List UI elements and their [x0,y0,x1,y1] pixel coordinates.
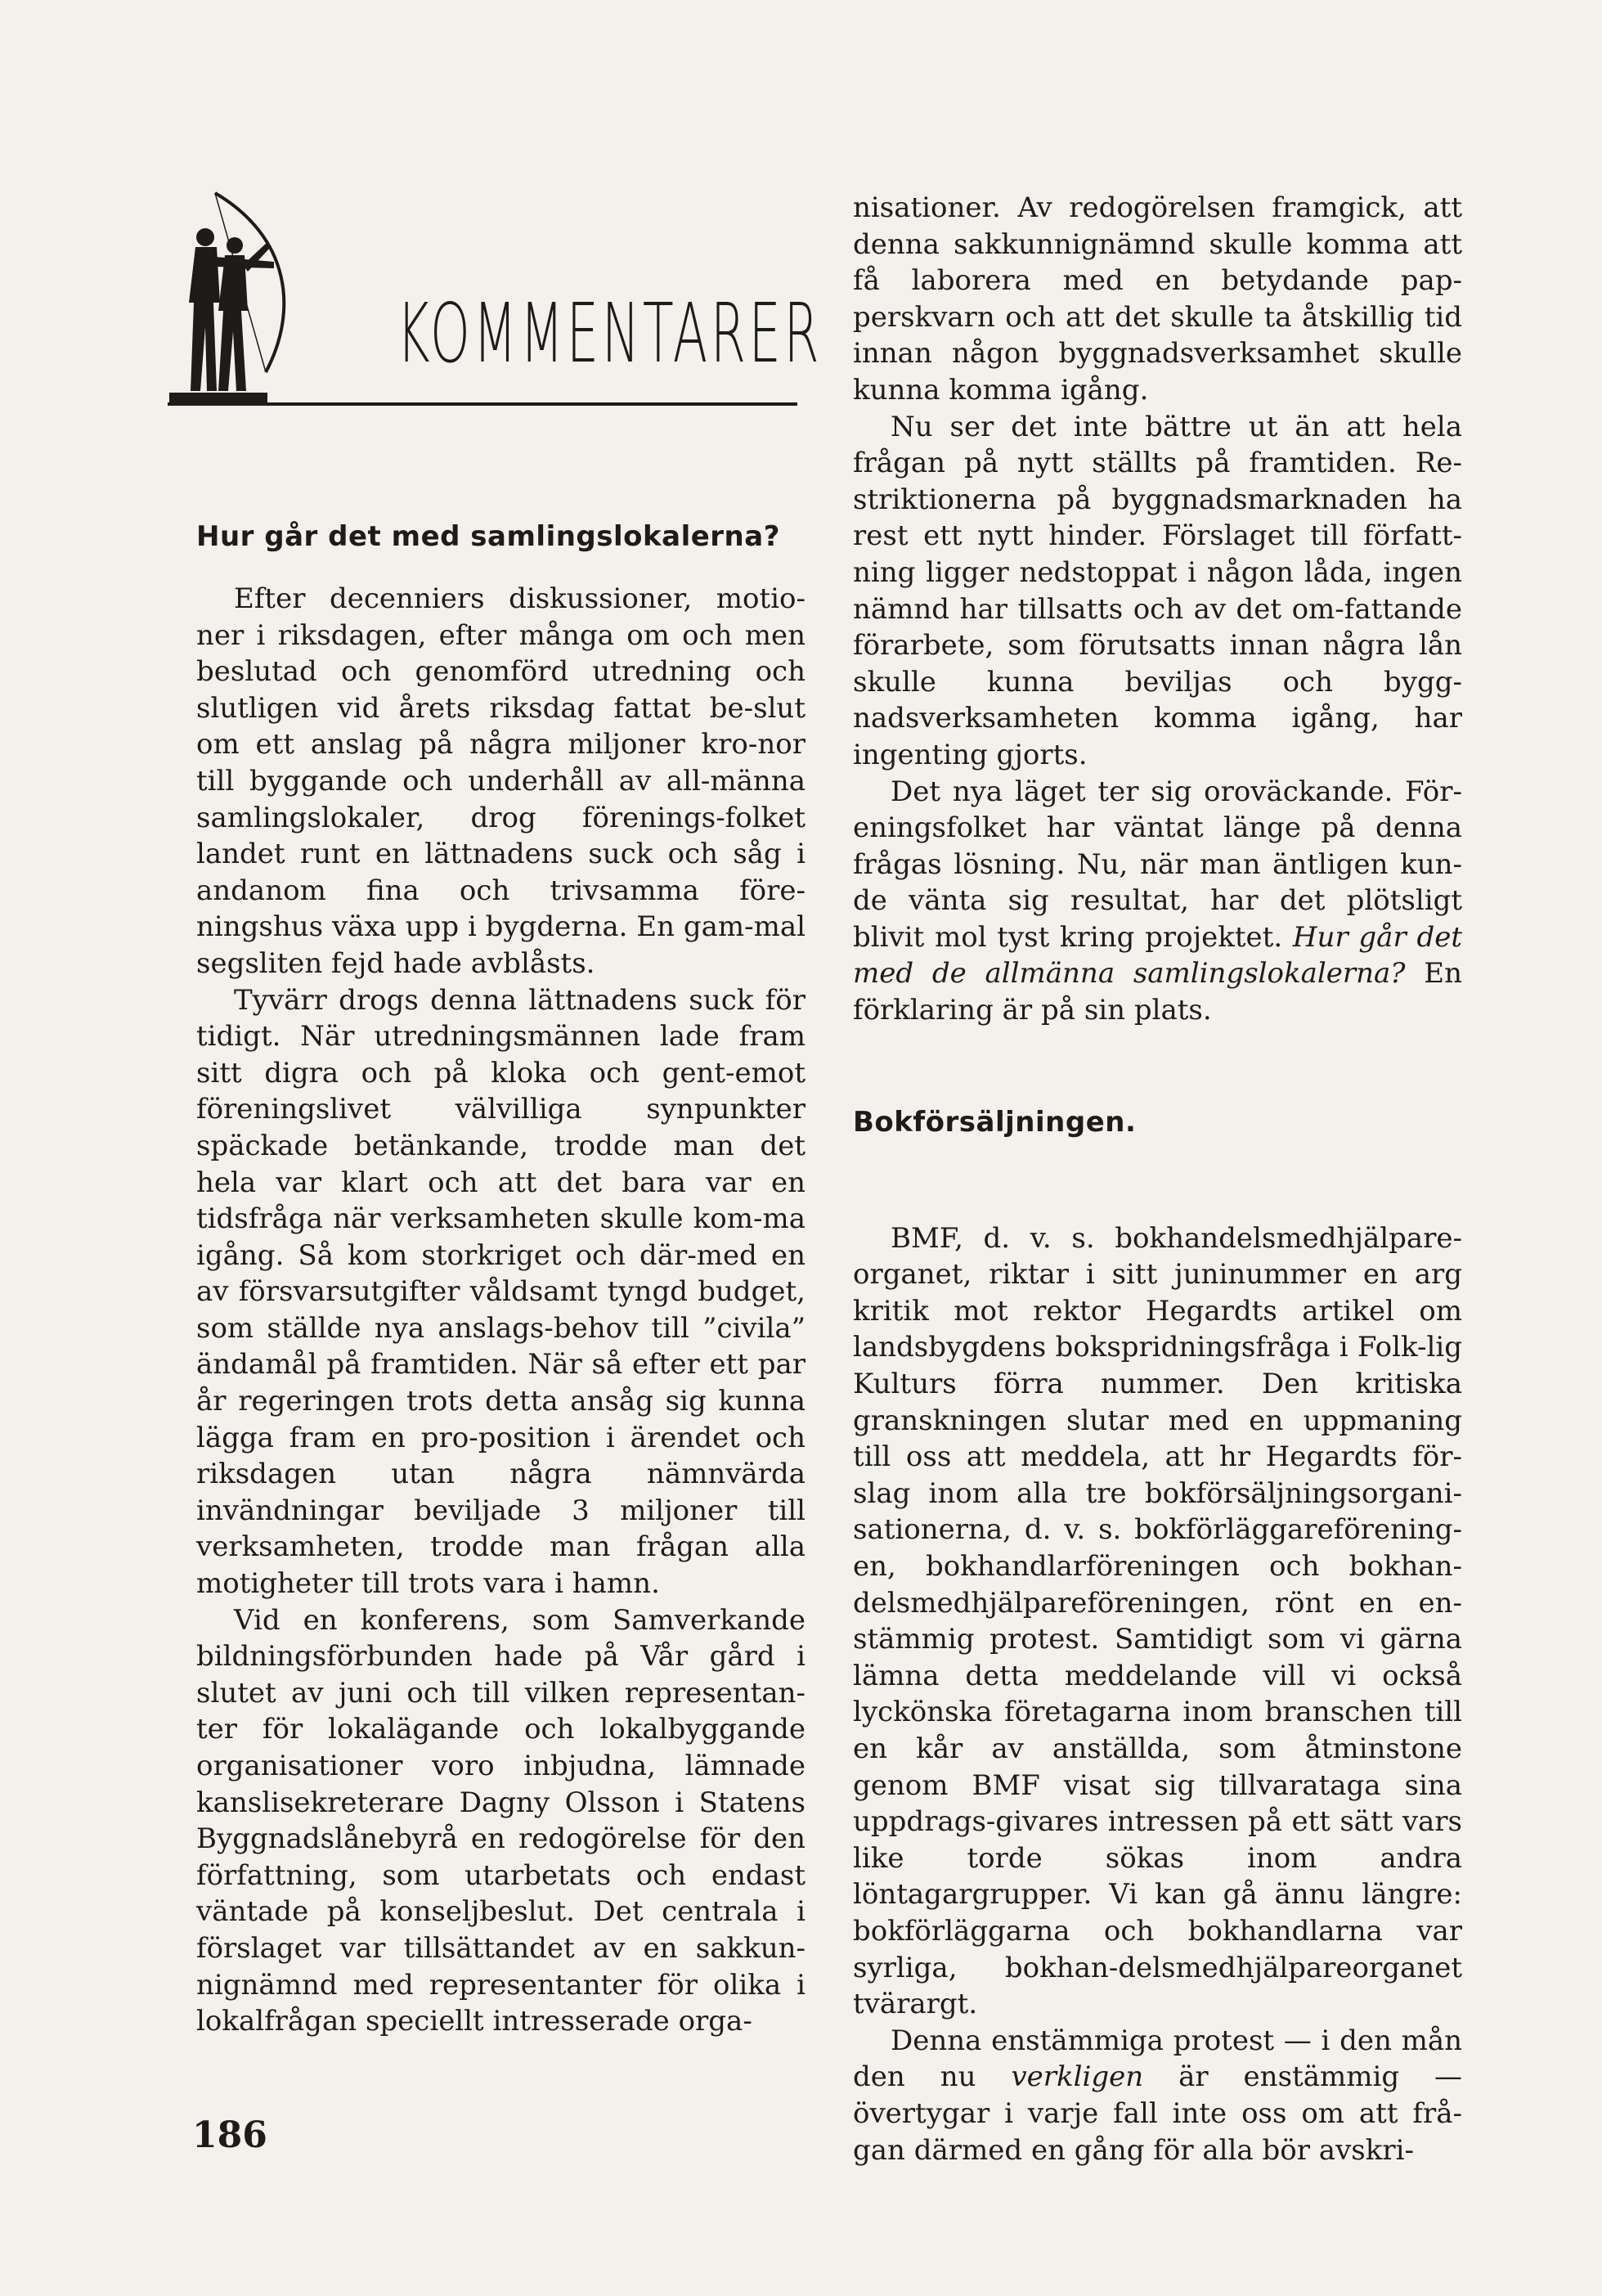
paragraph: nisationer. Av redogörelsen framgick, att denna sakkunnignämnd skulle komma att få laborera med en betydande pap-perskvarn och att det skulle ta åtskillig tid innan någon byggnadsverksamhet skulle kunna komma igång. [853,191,1462,407]
section-header [168,188,823,409]
paragraph: Tyvärr drogs denna lättnadens suck för tidigt. När utredningsmännen lade fram sitt digra och på kloka och gent-emot föreningslivet välvilliga synpunkter späckade betänkande, trodde man det hela var klart och att det bara var en tidsfråga när verksamheten skulle kom-ma igång. Så kom storkriget och där-med en av försvarsutgifter våldsamt tyngd budget, som ställde nya anslags-behov till ”civila” ändamål på framtiden. När så efter ett par år regeringen trots detta ansåg sig kunna lägga fram en pro-position i ärendet och riksdagen utan några nämnvärda invändningar beviljade 3 miljoner till verksamheten, trodde man frågan alla motigheter till trots vara i hamn. [196,983,805,1601]
paragraph [853,774,1462,1029]
header-title: KOMMENTARER [397,285,823,381]
italic-question: Hur går det med de allmänna samlingslokalerna? [853,920,1462,991]
paragraph-text: Det nya läget ter sig oroväckande. För-eningsfolket har väntat länge på denna frågas lösning. Nu, när man äntligen kun-de vänta sig resultat, har det plötsligt blivit mol tyst kring projektet. [853,775,1462,954]
paragraph [853,2023,1462,2168]
column-left [196,581,805,2040]
archer-statue-icon [168,188,380,409]
paragraph: Efter decenniers diskussioner, motio-ner i riksdagen, efter många om och men beslutad och genomförd utredning och slutligen vid årets riksdag fattat be-slut om ett anslag på några miljoner kro-nor till byggande och underhåll av all-männa samlingslokaler, drog förenings-folket landet runt en lättnadens suck och såg i andanom fina och trivsamma före-ningshus växa upp i bygderna. En gam-mal segsliten fejd hade avblåsts. [196,582,805,980]
section-heading-bokforsaljningen: Bokförsäljningen. [853,1106,1137,1139]
paragraph: BMF, d. v. s. bokhandelsmedhjälpare-organet, riktar i sitt juninummer en arg kritik mot rektor Hegardts artikel om landsbygdens bokspridningsfråga i Folk-lig Kulturs förra nummer. Den kritiska granskningen slutar med en uppmaning till oss att meddela, att hr Hegardts för-slag inom alla tre bokförsäljningsorgani-sationerna, d. v. s. bokförläggareförening-en, bokhandlarföreningen och bokhan-delsmedhjälpareföreningen, rönt en en-stämmig protest. Samtidigt som vi gärna lämna detta meddelande vill vi också lyckönska företagarna inom branschen till en kår av anställda, som åtminstone genom BMF visat sig tillvarataga sina uppdrags-givares intressen på ett sätt vars like torde sökas inom andra löntagargrupper. Vi kan gå ännu längre: bokförläggarna och bokhandlarna var syrliga, bokhan-delsmedhjälpareorganet tvärargt. [853,1221,1462,2021]
column-right [853,190,1462,2168]
italic-emphasis: verkligen [1011,2060,1144,2094]
paragraph-text: är enstämmig — övertygar i varje fall inte oss om att frå-gan därmed en gång för alla bör avskri- [853,2060,1463,2167]
paragraph: Nu ser det inte bättre ut än att hela frågan på nytt ställts på framtiden. Re-striktionerna på byggnadsmarknaden ha rest ett nytt hinder. Förslaget till författ-ning ligger nedstoppat i någon låda, ingen nämnd har tillsatts och av det om-fattande förarbete, som förutsatts innan några lån skulle kunna beviljas och bygg-nadsverksamheten komma igång, har ingenting gjorts. [853,410,1462,771]
paragraph-text: En förklaring är på sin plats. [853,957,1462,1027]
header-rule [168,402,797,406]
paragraph: Vid en konferens, som Samverkande bildningsförbunden hade på Vår gård i slutet av juni och till vilken representan-ter för lokalägande och lokalbyggande organisationer voro inbjudna, lämnade kanslisekreterare Dagny Olsson i Statens Byggnadslånebyrå en redogörelse för den författning, som utarbetats och endast väntade på konseljbeslut. Det centrala i förslaget var tillsättandet av en sakkun-nignämnd med representanter för olika i lokalfrågan speciellt intresserade orga- [196,1603,805,2038]
paragraph-text: Denna enstämmiga protest — i den mån den nu [853,2024,1462,2094]
page-number: 186 [192,2114,267,2156]
section-heading-samlingslokalerna: Hur går det med samlingslokalerna? [196,520,780,553]
